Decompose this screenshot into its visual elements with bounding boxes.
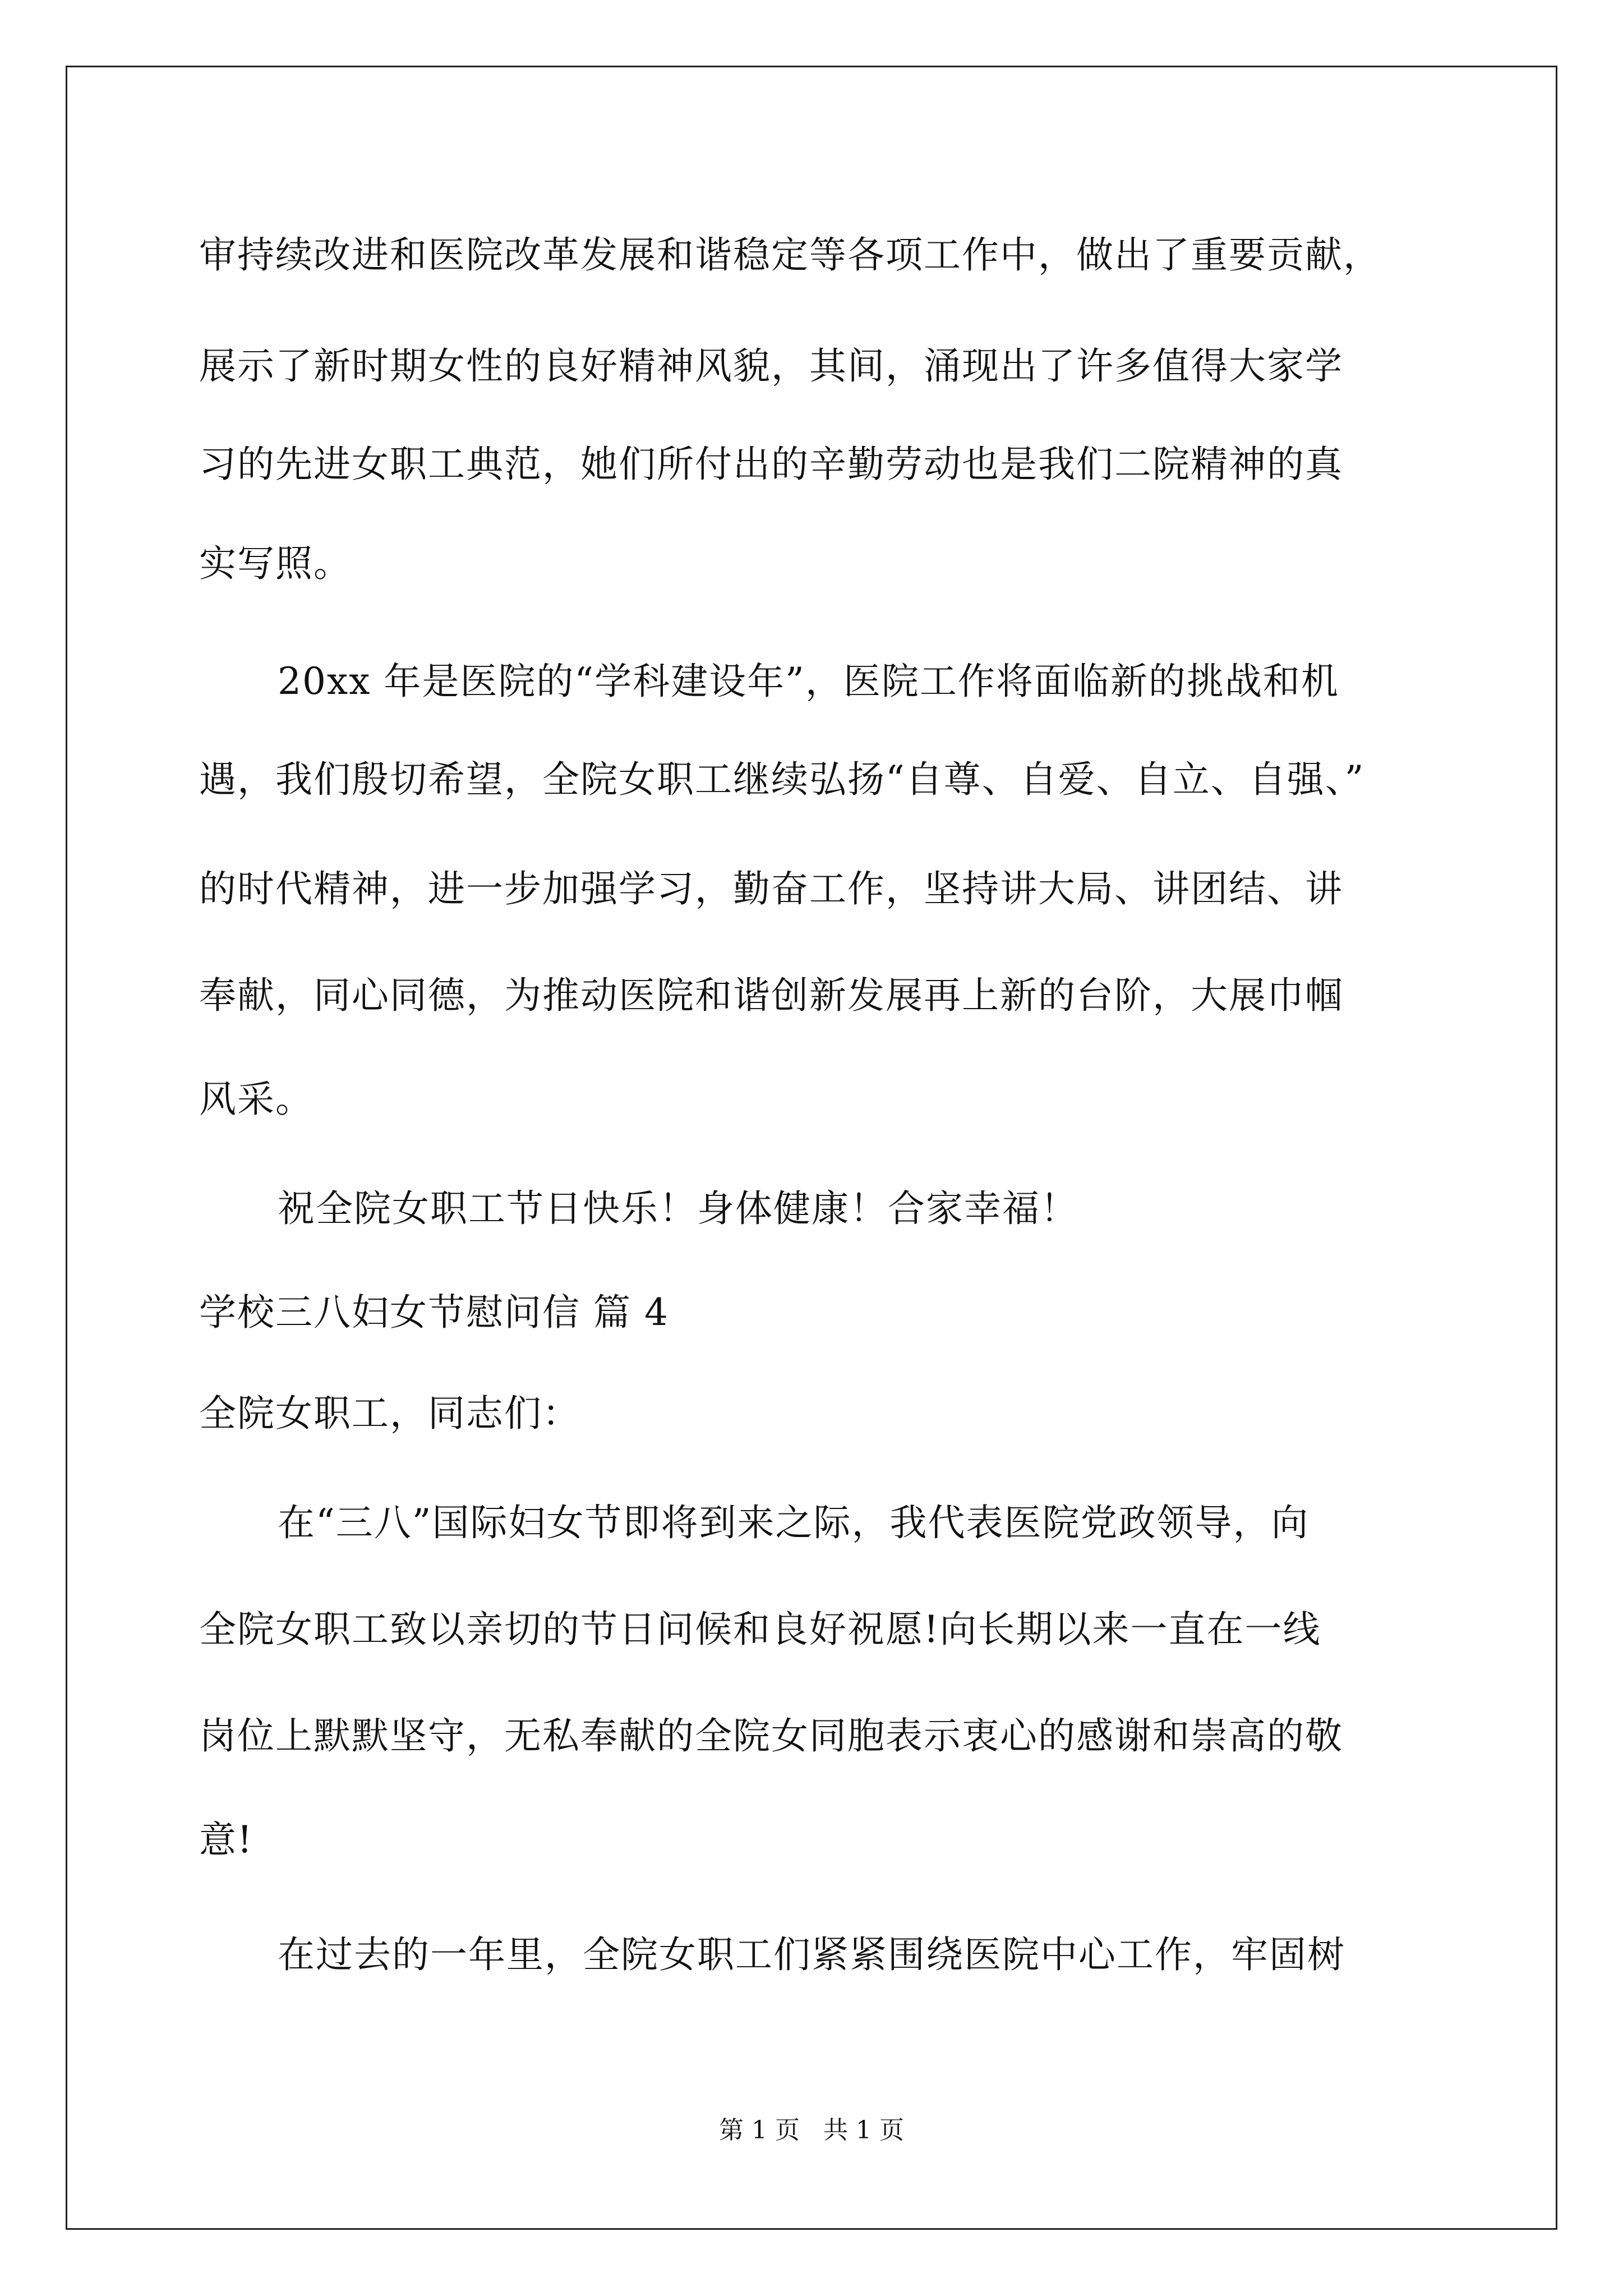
text-line: 奉献，同心同德，为推动医院和谐创新发展再上新的台阶，大展巾帼 bbox=[199, 974, 1343, 1017]
text-line: 岗位上默默坚守，无私奉献的全院女同胞表示衷心的感谢和崇高的敬 bbox=[199, 1714, 1343, 1757]
text-line: 20xx 年是医院的“学科建设年”，医院工作将面临新的挑战和机 bbox=[278, 660, 1339, 703]
section-heading: 学校三八妇女节慰问信 篇 4 bbox=[199, 1291, 669, 1334]
salutation: 全院女职工，同志们： bbox=[199, 1392, 580, 1435]
page-border bbox=[66, 66, 1557, 2230]
text-line: 祝全院女职工节日快乐！身体健康！合家幸福！ bbox=[278, 1187, 1078, 1230]
page-number-footer: 第 1 页 共 1 页 bbox=[719, 2116, 904, 2145]
text-line: 习的先进女职工典范，她们所付出的辛勤劳动也是我们二院精神的真 bbox=[199, 443, 1343, 486]
text-line: 在过去的一年里，全院女职工们紧紧围绕医院中心工作，牢固树 bbox=[278, 1933, 1345, 1976]
text-line: 展示了新时期女性的良好精神风貌，其间，涌现出了许多值得大家学 bbox=[199, 344, 1343, 388]
text-line: 遇，我们殷切希望，全院女职工继续弘扬“自尊、自爱、自立、自强、” bbox=[199, 758, 1365, 801]
text-line: 审持续改进和医院改革发展和谐稳定等各项工作中，做出了重要贡献， bbox=[199, 233, 1381, 277]
text-line: 意! bbox=[199, 1818, 253, 1861]
text-line: 全院女职工致以亲切的节日问候和良好祝愿!向长期以来一直在一线 bbox=[199, 1608, 1321, 1651]
text-line: 的时代精神，进一步加强学习，勤奋工作，坚持讲大局、讲团结、讲 bbox=[199, 867, 1343, 910]
text-line: 风采。 bbox=[199, 1078, 313, 1121]
text-line: 实写照。 bbox=[199, 542, 352, 585]
text-line: 在“三八”国际妇女节即将到来之际，我代表医院党政领导，向 bbox=[278, 1501, 1310, 1544]
